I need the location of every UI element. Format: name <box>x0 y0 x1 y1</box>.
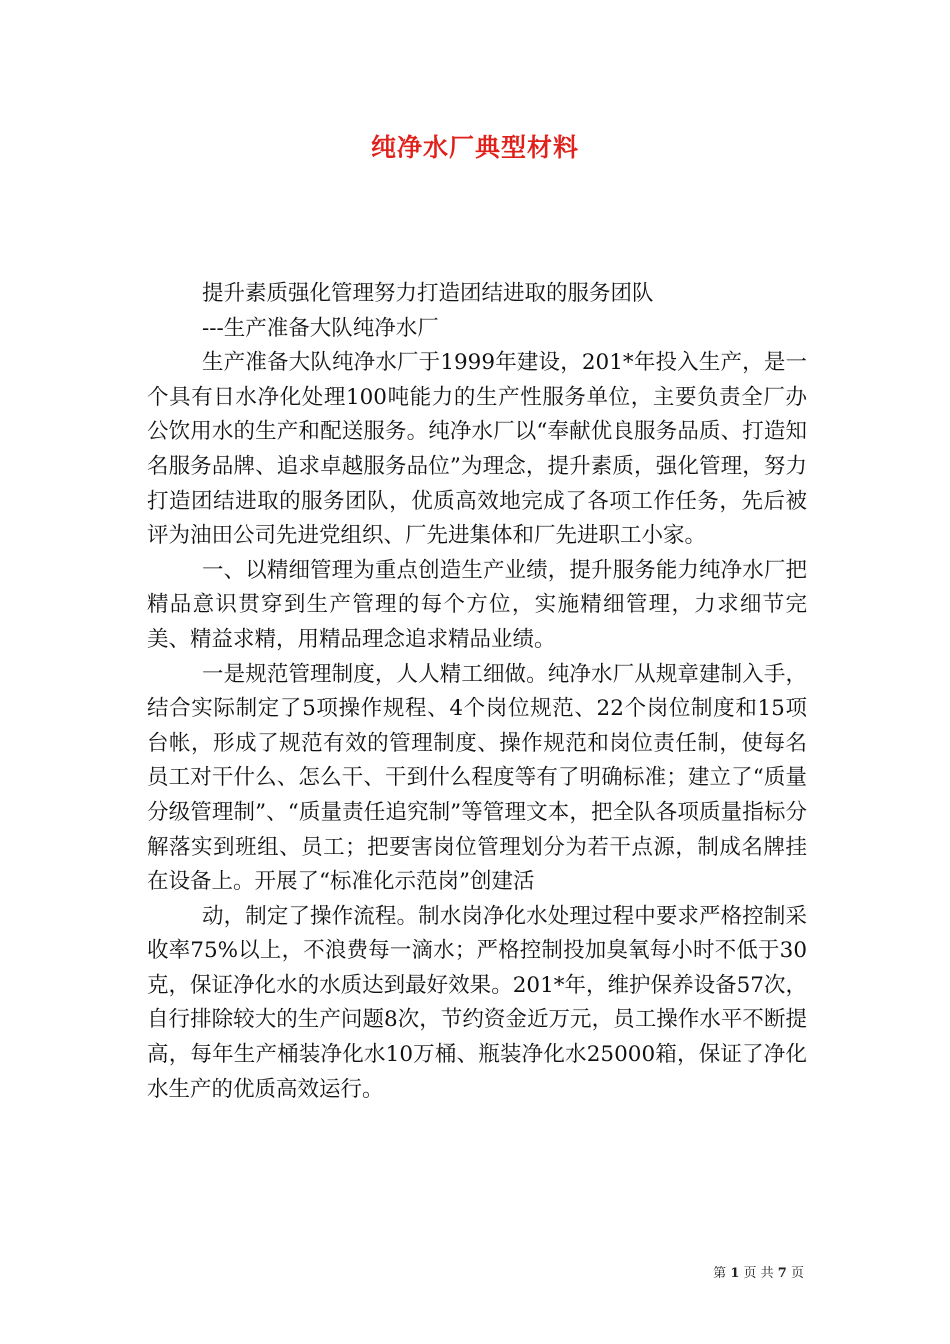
footer-suffix: 页 <box>790 1266 804 1281</box>
document-body <box>147 277 807 1107</box>
subtitle-line-2: ---生产准备大队纯净水厂 <box>202 315 439 341</box>
footer-current-page: 1 <box>730 1266 740 1281</box>
document-title: 纯净水厂典型材料 <box>370 133 579 162</box>
footer-middle: 页 共 <box>743 1266 774 1281</box>
paragraph-operations: 动，制定了操作流程。制水岗净化水处理过程中要求严格控制采收率75%以上，不浪费每一滴水；严格控制投加臭氧每小时不低于30克，保证净化水的水质达到最好效果。201*年，维护保养设备57次，自行排除较大的生产问题8次，节约资金近万元，员工操作水平不断提高，每年生产桶装净化水10万桶、瓶装净化水25000箱，保证了净化水生产的优质高效运行。 <box>147 903 807 1102</box>
footer-prefix: 第 <box>713 1266 727 1281</box>
footer-total-pages: 7 <box>777 1266 787 1281</box>
paragraph-intro: 生产准备大队纯净水厂于1999年建设，201*年投入生产，是一个具有日水净化处理100吨能力的生产性服务单位，主要负责全厂办公饮用水的生产和配送服务。纯净水厂以“奉献优良服务品质、打造知名服务品牌、追求卓越服务品位”为理念，提升素质，强化管理，努力打造团结进取的服务团队，优质高效地完成了各项工作任务，先后被评为油田公司先进党组织、厂先进集体和厂先进职工小家。 <box>147 350 807 549</box>
subtitle-line-1: 提升素质强化管理努力打造团结进取的服务团队 <box>202 281 654 306</box>
paragraph-management-rules: 一是规范管理制度，人人精工细做。纯净水厂从规章建制入手，结合实际制定了5项操作规程、4个岗位规范、22个岗位制度和15项台帐，形成了规范有效的管理制度、操作规范和岗位责任制，使每名员工对干什么、怎么干、干到什么程度等有了明确标准；建立了“质量分级管理制”、“质量责任追究制”等管理文本，把全队各项质量指标分解落实到班组、员工；把要害岗位管理划分为若干点源，制成名牌挂在设备上。开展了“标准化示范岗”创建活 <box>147 661 807 895</box>
page-footer <box>713 1262 804 1281</box>
paragraph-section-one: 一、以精细管理为重点创造生产业绩，提升服务能力纯净水厂把精品意识贯穿到生产管理的每个方位，实施精细管理，力求细节完美、精益求精，用精品理念追求精品业绩。 <box>147 557 807 652</box>
